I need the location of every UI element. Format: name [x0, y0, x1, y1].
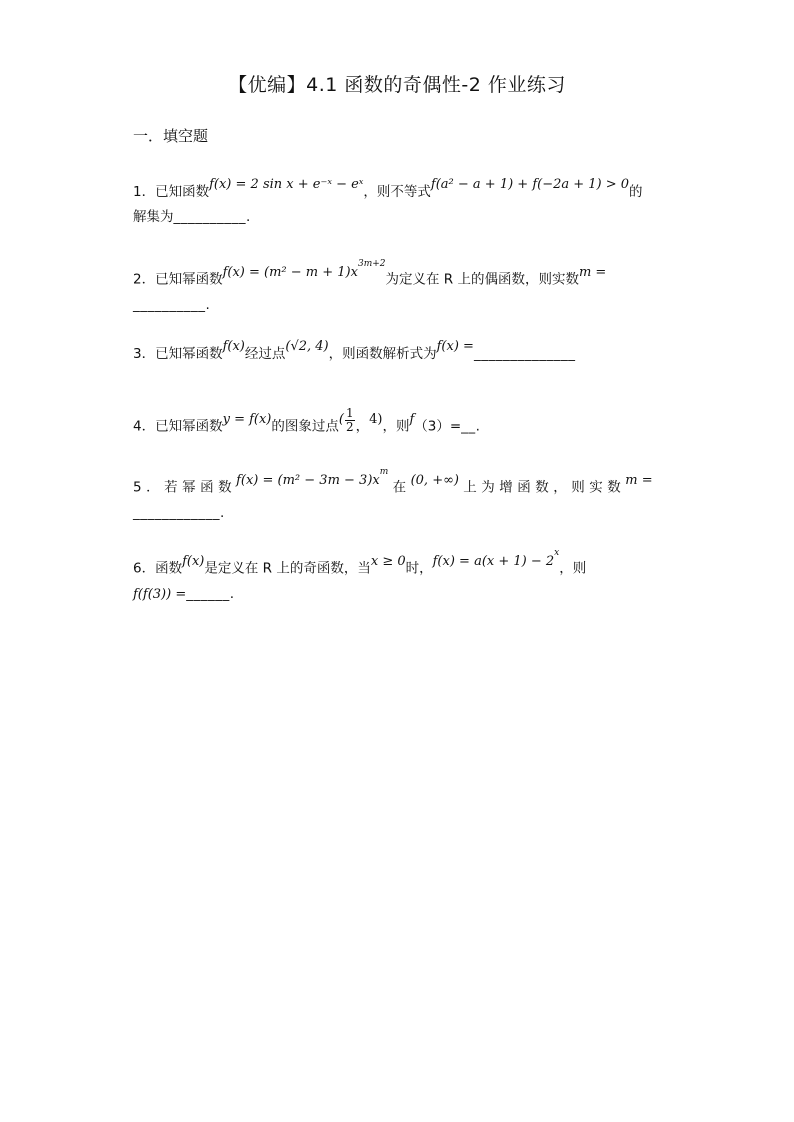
math-expression: f(x) [182, 553, 205, 569]
question-number: 6． [133, 560, 156, 577]
question-number: 2． [133, 271, 156, 288]
math-expression: m = [625, 472, 653, 488]
question-text: 函数 [155, 560, 183, 577]
question-text: ，则 [382, 418, 410, 435]
fraction [345, 407, 355, 434]
math-exponent: m [379, 467, 389, 477]
question-text: 若幂函数 [164, 479, 237, 496]
page-title: 【优编】4.1 函数的奇偶性-2 作业练习 [228, 74, 566, 96]
question-number: 1． [133, 184, 156, 200]
question-text: ，则函数解析式为 [328, 346, 437, 362]
question-5 [133, 467, 663, 525]
math-expression: f(x) = 2 sin x + e⁻ˣ − eˣ [209, 177, 364, 192]
math-expression: (√2, 4) [285, 339, 329, 354]
math-expression: (0, +∞) [410, 472, 459, 488]
question-text: ，则不等式 [363, 184, 431, 200]
math-expression: f(f(3)) = [133, 586, 187, 602]
fraction-numerator: 1 [345, 406, 354, 420]
fraction-denominator: 2 [345, 420, 354, 434]
answer-blank: ____________. [133, 504, 225, 521]
math-expression: ( [338, 411, 344, 427]
question-number: 4． [133, 418, 156, 435]
answer-blank: __. [461, 418, 481, 435]
math-exponent: x [554, 548, 560, 558]
question-text: 是定义在 R 上的奇函数，当 [204, 560, 371, 577]
question-text: ， [355, 418, 370, 435]
question-number: 5． [133, 479, 165, 496]
question-text: 为定义在 R 上的偶函数，则实数 [385, 271, 579, 288]
math-expression: f(x) = [436, 339, 474, 354]
math-expression: f(x) = (m² − m + 1)x [222, 264, 358, 280]
question-text: 的图象过点 [271, 418, 339, 435]
question-text: 的 [629, 184, 643, 200]
question-text: 解集为 [133, 209, 174, 225]
math-expression: x ≥ 0 [370, 553, 406, 569]
question-text: 已知幂函数 [155, 346, 223, 362]
math-expression: f(x) = (m² − 3m − 3)x [236, 472, 380, 488]
question-text: 在 [392, 479, 411, 496]
question-text: 已知幂函数 [155, 271, 223, 288]
math-expression: y = f(x) [222, 411, 272, 427]
math-expression: f(x) [222, 339, 245, 354]
question-text: （3）= [414, 418, 462, 435]
answer-blank: __________. [173, 209, 251, 225]
math-expression: f(x) = a(x + 1) − 2 [432, 553, 555, 569]
math-expression: f [409, 411, 415, 427]
question-4 [133, 406, 663, 440]
math-expression: f(a² − a + 1) + f(−2a + 1) > 0 [430, 177, 630, 192]
question-number: 3． [133, 346, 156, 362]
answer-blank: ______. [186, 585, 235, 602]
math-exponent: 3m+2 [357, 259, 386, 269]
question-3 [133, 339, 663, 367]
question-text: 经过点 [244, 346, 286, 362]
question-text: 上为增函数，则实数 [463, 479, 626, 496]
question-text: 已知幂函数 [155, 418, 223, 435]
answer-blank: __________. [133, 296, 211, 313]
math-expression: m = [578, 264, 607, 280]
question-6 [133, 548, 663, 607]
math-expression: 4) [369, 411, 383, 427]
question-text: 时， [405, 560, 433, 577]
section-heading: 一．填空题 [133, 127, 209, 145]
question-1 [133, 177, 663, 229]
question-text: ，则 [559, 560, 587, 577]
question-text: 已知函数 [155, 184, 210, 200]
question-2 [133, 259, 663, 317]
answer-blank: ______________ [473, 346, 576, 362]
